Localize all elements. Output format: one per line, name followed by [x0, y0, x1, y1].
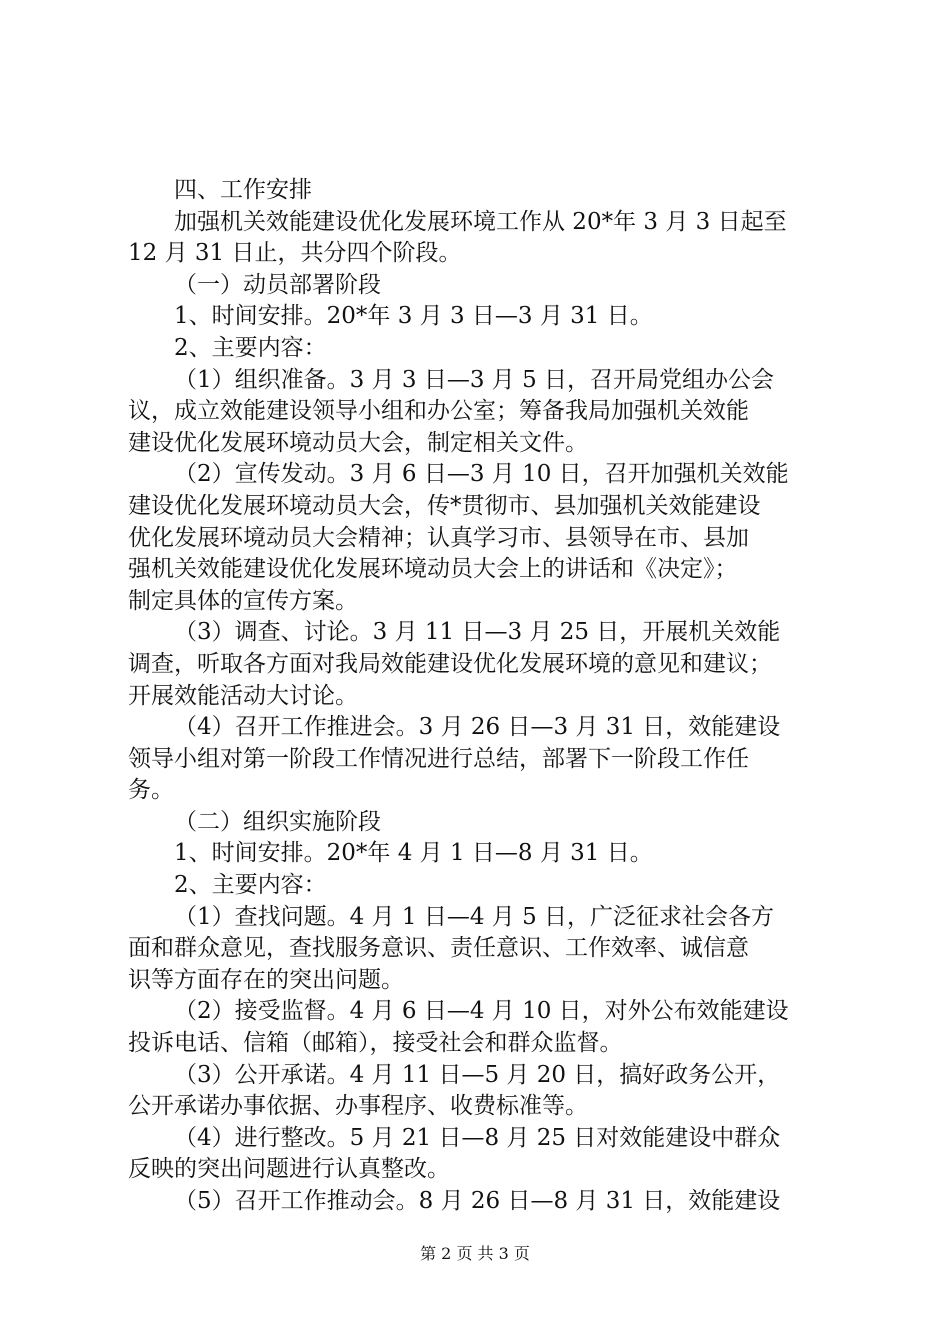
text-line: 加强机关效能建设优化发展环境工作从 20*年 3 月 3 日起至: [174, 208, 787, 235]
text-line: （4）进行整改。5 月 21 日—8 月 25 日对效能建设中群众: [174, 1124, 781, 1151]
text-line: （3）调查、讨论。3 月 11 日—3 月 25 日，开展机关效能: [174, 619, 781, 646]
text-line: 1、时间安排。20*年 3 月 3 日—3 月 31 日。: [174, 303, 653, 330]
text-line: （5）召开工作推动会。8 月 26 日—8 月 31 日，效能建设: [174, 1188, 781, 1214]
text-line: （1）组织准备。3 月 3 日—3 月 5 日，召开局党组办公会: [174, 366, 775, 393]
text-line: 建设优化发展环境动员大会，传*贯彻市、县加强机关效能建设: [128, 492, 761, 519]
text-line: 制定具体的宣传方案。: [128, 587, 358, 614]
text-line: 优化发展环境动员大会精神；认真学习市、县领导在市、县加: [128, 524, 749, 551]
text-line: 反映的突出问题进行认真整改。: [128, 1156, 450, 1183]
text-line: 12 月 31 日止，共分四个阶段。: [128, 240, 462, 267]
text-line: 1、时间安排。20*年 4 月 1 日—8 月 31 日。: [174, 840, 653, 867]
text-line: 议，成立效能建设领导小组和办公室；筹备我局加强机关效能: [128, 398, 749, 425]
text-line: （3）公开承诺。4 月 11 日—5 月 20 日，搞好政务公开，: [174, 1061, 781, 1088]
text-line: 四、工作安排: [174, 177, 312, 203]
text-line: 务。: [128, 777, 174, 804]
text-line: 2、主要内容：: [174, 334, 327, 361]
text-line: 2、主要内容：: [174, 872, 327, 899]
text-line: 领导小组对第一阶段工作情况进行总结，部署下一阶段工作任: [128, 745, 749, 772]
text-line: （二）组织实施阶段: [174, 808, 381, 835]
text-line: （2）宣传发动。3 月 6 日—3 月 10 日，召开加强机关效能: [174, 461, 789, 488]
text-line: 建设优化发展环境动员大会，制定相关文件。: [128, 429, 588, 456]
text-line: 强机关效能建设优化发展环境动员大会上的讲话和《决定》；: [128, 556, 738, 583]
text-line: 开展效能活动大讨论。: [128, 682, 358, 709]
text-line: （2）接受监督。4 月 6 日—4 月 10 日，对外公布效能建设: [174, 998, 789, 1025]
text-line: 公开承诺办事依据、办事程序、收费标准等。: [128, 1093, 588, 1120]
text-line: 投诉电话、信箱（邮箱），接受社会和群众监督。: [128, 1030, 623, 1057]
text-line: 调查，听取各方面对我局效能建设优化发展环境的意见和建议；: [128, 650, 772, 677]
text-line: （1）查找问题。4 月 1 日—4 月 5 日，广泛征求社会各方: [174, 903, 775, 930]
text-line: 面和群众意见，查找服务意识、责任意识、工作效率、诚信意: [128, 935, 749, 962]
document-body: [128, 175, 838, 1218]
text-line: 识等方面存在的突出问题。: [128, 966, 404, 993]
text-line: （一）动员部署阶段: [174, 271, 381, 298]
text-line: （4）召开工作推进会。3 月 26 日—3 月 31 日，效能建设: [174, 714, 781, 741]
page-footer: 第 2 页 共 3 页: [420, 1244, 530, 1263]
